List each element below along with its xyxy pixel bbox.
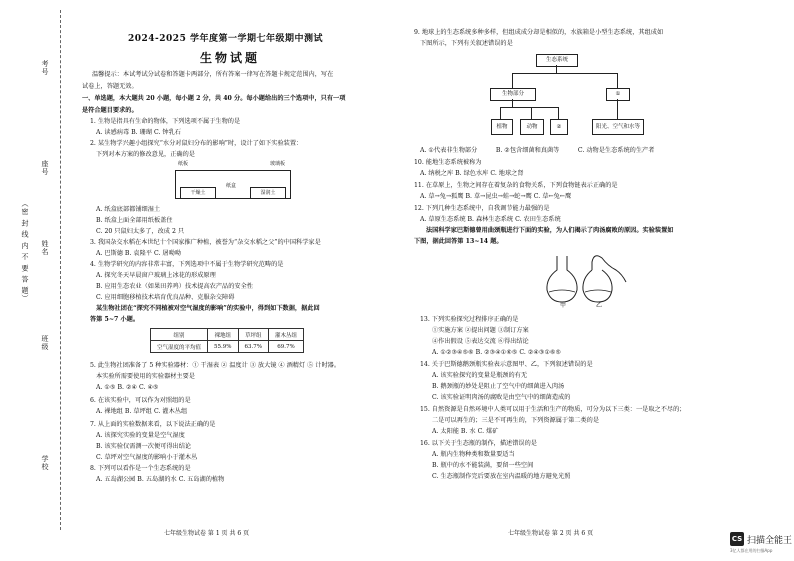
class-label: 班级 — [41, 335, 49, 351]
q12-options: A. 草原生态系统 B. 森林生态系统 C. 农田生态系统 — [420, 216, 561, 223]
humidity-table — [150, 328, 304, 353]
camscanner-logo-icon: CS — [730, 532, 744, 546]
table-header: 草坪组 — [238, 329, 268, 341]
seat-label: 座号 — [41, 160, 49, 176]
table-cell: 69.7% — [268, 341, 303, 353]
table-row — [151, 341, 304, 353]
material-intro-2: 答第 5~7 小题。 — [90, 316, 140, 323]
apparatus-dry-soil: 干燥土 — [180, 187, 216, 199]
q2-option-c: C. 20 只鼠妇太多了，改成 2 只 — [96, 228, 185, 235]
q14-option-a: A. 该实验探究的变量是瓶颈的有无 — [432, 372, 528, 379]
flask-label-jia: 甲 — [560, 302, 567, 309]
q10-stem: 10. 能地生态系统被称为 — [414, 159, 482, 166]
exam-title: 2024-2025 学年度第一学期七年级期中测试 — [128, 34, 323, 44]
table-header: 裸地组 — [208, 329, 238, 341]
apparatus-label-glass: 玻璃板 — [270, 161, 286, 167]
q6-options: A. 裸地组 B. 草坪组 C. 灌木丛组 — [96, 408, 188, 415]
scanner-app-name: 扫描全能王 — [747, 536, 793, 546]
q15-stem-2: 二是可以再生的；三是不可再生的，下列资源属于第二类的是 — [432, 417, 600, 424]
q4-option-b: B. 应用生态农业（如果田养鸡）技术提高农产品的安全性 — [96, 283, 253, 290]
tip-text: 温馨提示：本试考试分试卷和答题卡两部分，所有答案一律写在答题卡规定范围内，写在 — [92, 71, 334, 78]
pasteur-intro-2: 下图，据此回答第 13~14 题。 — [414, 238, 503, 245]
diagram-plant: 植物 — [491, 119, 513, 135]
table-header-row — [151, 329, 304, 341]
q13-stem: 13. 下列实验探究过程排序正确的是 — [420, 316, 519, 323]
q2-stem: 2. 某生物学兴趣小组探究“水分对鼠妇分布的影响”时，设计了如下实验装置： — [90, 140, 303, 147]
diagram-node-2: ② — [550, 119, 568, 135]
q16-option-b: B. 瓶中的水不能装满，要留一些空间 — [432, 462, 534, 469]
table-cell: 63.7% — [238, 341, 268, 353]
q14-option-c: C. 该实验证明肉汤的腐败是由空气中的细菌造成的 — [432, 394, 571, 401]
scanner-watermark — [730, 530, 793, 556]
diagram-abiotic: 阳光、空气和水等 — [592, 119, 644, 135]
q7-stem: 7. 从上面的实验数据来看，以下说法正确的是 — [90, 421, 216, 428]
section-heading: 一、单选题，本大题共 20 小题，每小题 2 分，共 40 分。每小题给出的三个选项中，只有一项 — [82, 95, 346, 102]
q5-stem: 5. 此生物社团准备了 5 种实验器材：① 干湿表 ② 温度计 ③ 放大镜 ④ 酒精灯 ⑤ 计时器。 — [90, 362, 341, 369]
diagram-animal: 动物 — [520, 119, 544, 135]
q3-stem: 3. 我国杂交水稻在本世纪十个国家推广种植，被誉为“杂交水稻之父”的中国科学家是 — [90, 239, 321, 246]
school-label: 学校 — [41, 455, 49, 471]
q11-options: A. 草→兔→狐鹰 B. 草→昆虫→蛙→蛇→鹰 C. 草←兔←鹰 — [420, 193, 572, 200]
scanner-tagline: 3亿人都在用的扫描App — [730, 548, 773, 553]
q16-stem: 16. 以下关于生态瓶的制作，描述错误的是 — [420, 440, 537, 447]
page-footer-right: 七年级生物试卷 第 2 页 共 6 页 — [508, 530, 594, 537]
material-intro: 某生物社团在“探究不同植被对空气湿度的影响”的实验中，得到如下数据，据此回 — [96, 305, 320, 312]
table-cell: 空气湿度的平均值 — [151, 341, 208, 353]
q14-stem: 14. 关于巴斯德鹅颈瓶实验表示意图甲、乙，下列叙述错误的是 — [420, 361, 593, 368]
diagram-abiotic-node: ① — [606, 88, 630, 101]
flask-illustration — [542, 248, 632, 310]
q15-stem: 15. 自然资源是自然环境中人类可以用于生活和生产的物质，可分为以下三类：一是取之不尽的； — [420, 406, 686, 413]
q13-steps-2: ④作出假设 ⑤表达交流 ⑥得出结论 — [432, 338, 529, 345]
q16-option-c: C. 生态瓶制作完后要放在室内温暖的地方避免光照 — [432, 473, 571, 480]
q9-options: A. ①代表非生物部分 B. ②包含细菌和真菌等 C. 动物是生态系统的生产者 — [420, 147, 655, 154]
q1-options: A. 读感病毒 B. 珊瑚 C. 钟乳石 — [96, 129, 181, 136]
q7-option-c: C. 草坪对空气湿度的影响小于灌木丛 — [96, 454, 198, 461]
table-cell: 55.9% — [208, 341, 238, 353]
tip-text-2: 试卷上，答题无效。 — [82, 83, 138, 90]
apparatus-label-board: 纸板 — [178, 161, 189, 167]
q2-stem-2: 下列对本方案的修改意见，正确的是 — [96, 151, 195, 158]
q8-stem: 8. 下列可以看作是一个生态系统的是 — [90, 465, 191, 472]
section-heading-2: 是符合题目要求的。 — [82, 107, 138, 114]
pasteur-intro: 法国科学家巴斯德曾用曲颈瓶进行下面的实验，为人们揭示了肉汤腐败的原因。实验装置如 — [426, 227, 674, 234]
name-label: 姓名 — [41, 240, 49, 256]
table-header: 组别 — [151, 329, 208, 341]
apparatus-label-box: 纸盒 — [226, 183, 237, 189]
q2-option-a: A. 纸盒底部都铺细湿土 — [96, 206, 161, 213]
q14-option-b: B. 鹅颈瓶的妙处是阻止了空气中的细菌进入肉汤 — [432, 383, 565, 390]
q12-stem: 12. 下列几种生态系统中，自我调节能力最强的是 — [414, 205, 550, 212]
q9-stem: 9. 地球上的生态系统多种多样，但组成成分却是相似的，水族箱是小型生态系统，其组成如 — [414, 29, 664, 36]
q10-options: A. 纳税之库 B. 绿色水库 C. 地球之肾 — [420, 170, 524, 177]
q1-stem: 1. 生物是指具有生命的物体，下列选项不属于生物的是 — [90, 118, 241, 125]
diagram-biotic: 生物部分 — [490, 88, 536, 101]
q7-option-a: A. 该探究实验的变量是空气湿度 — [96, 432, 185, 439]
seal-notice: （密 封 线 内 不 要 答 题） — [21, 200, 29, 303]
q5-options: A. ①⑤ B. ②④ C. ④⑤ — [96, 384, 159, 391]
q5-stem-2: 本实验所需要使用的实验器材主要是 — [96, 373, 195, 380]
q16-option-a: A. 瓶内生物种类和数量要适当 — [432, 451, 515, 458]
q4-stem: 4. 生物学研究的内容非常丰富，下列选项中不属于生物学研究范畴的是 — [90, 261, 284, 268]
diagram-root: 生态系统 — [536, 54, 578, 67]
binding-margin — [0, 0, 62, 561]
q7-option-b: B. 该实验仅需测一次便可得出结论 — [96, 443, 192, 450]
q6-stem: 6. 在该实验中，可以作为对照组的是 — [90, 397, 191, 404]
q13-steps-1: ①实施方案 ②提出问题 ③制订方案 — [432, 327, 529, 334]
q2-option-b: B. 纸盒上面全部用纸板盖住 — [96, 217, 173, 224]
q13-options: A. ①②③④⑤⑥ B. ②③④①⑥⑤ C. ②④③①⑥⑤ — [432, 349, 562, 356]
q4-option-c: C. 应用细胞移植技术培育优良品种、克服杂交障碍 — [96, 294, 235, 301]
exam-number-label: 考号 — [41, 60, 49, 76]
q11-stem: 11. 在草原上，生物之间存在着复杂的食物关系，下列食物链表示正确的是 — [414, 182, 618, 189]
q8-options: A. 五岛湖公园 B. 五岛湖的水 C. 五岛湖的植物 — [96, 476, 225, 483]
q15-options: A. 太阳能 B. 水 C. 煤矿 — [432, 428, 499, 435]
flask-label-yi: 乙 — [596, 302, 603, 309]
table-header: 灌木丛组 — [268, 329, 303, 341]
subject-title: 生物试题 — [200, 51, 261, 65]
page-footer-left: 七年级生物试卷 第 1 页 共 6 页 — [164, 530, 250, 537]
q9-stem-2: 下图所示，下列有关叙述错误的是 — [420, 40, 513, 47]
q4-option-a: A. 探究冬天早晨窗户玻璃上冰花的形成原理 — [96, 272, 216, 279]
apparatus-wet-soil: 湿润土 — [250, 187, 286, 199]
q3-options: A. 巴斯德 B. 袁隆平 C. 屠呦呦 — [96, 250, 181, 257]
seal-line — [60, 10, 61, 530]
